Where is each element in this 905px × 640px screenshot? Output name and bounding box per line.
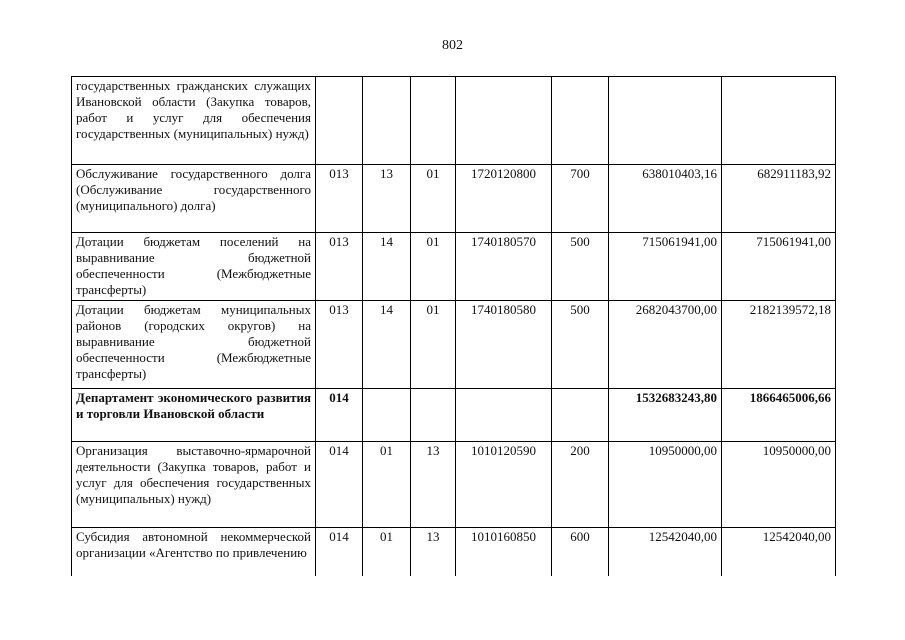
subsection-code-cell [411,442,456,528]
ministry-code-cell-text: 014 [329,390,349,405]
amount-year2-cell [722,528,836,576]
section-code-cell-text: 13 [380,166,393,181]
subsection-code-cell-text: 13 [426,529,440,544]
table-row [72,442,836,528]
section-code-cell-text: 14 [380,234,393,249]
section-code-cell-text: 14 [380,302,393,317]
ministry-code-cell-text: 014 [329,443,349,458]
ministry-code-cell [316,528,363,576]
section-code-cell [363,233,411,301]
expense-type-cell-text: 500 [570,234,590,249]
amount-year2-cell [722,233,836,301]
subsection-code-cell [411,77,456,165]
amount-year2-cell [722,442,836,528]
ministry-code-cell [316,389,363,442]
section-code-cell [363,165,411,233]
amount-year1-cell [609,389,722,442]
amount-year1-cell-text: 638010403,16 [642,166,717,181]
page-number: 802 [442,38,463,53]
subsection-code-cell [411,301,456,389]
subsection-code-cell [411,528,456,576]
expense-type-cell-text: 200 [570,443,590,458]
subsection-code-cell [411,389,456,442]
amount-year2-cell-text: 715061941,00 [756,234,831,249]
amount-year1-cell-text: 10950000,00 [648,443,717,458]
expense-type-cell [552,233,609,301]
section-code-cell [363,77,411,165]
description-cell-text: государственных гражданских служащих Ивановской области (Закупка товаров, работ и услуг для обеспечения государственных (муниципальных) нужд) [76,78,311,141]
amount-year2-cell [722,389,836,442]
ministry-code-cell-text: 013 [329,234,349,249]
description-cell-text: Субсидия автономной некоммерческой организации «Агентство по привлечению [76,529,311,560]
expense-type-cell [552,389,609,442]
description-cell [72,233,316,301]
table-row [72,528,836,576]
amount-year2-cell [722,301,836,389]
expense-type-cell [552,165,609,233]
description-cell [72,165,316,233]
target-code-cell [456,528,552,576]
target-code-cell [456,77,552,165]
description-cell-text: Департамент экономического развития и торговли Ивановской области [76,390,311,421]
section-code-cell [363,301,411,389]
expense-type-cell [552,442,609,528]
description-cell [72,442,316,528]
target-code-cell [456,301,552,389]
target-code-cell-text: 1010120590 [471,443,536,458]
table-row [72,233,836,301]
description-cell [72,528,316,576]
description-cell [72,301,316,389]
section-code-cell [363,528,411,576]
section-code-cell-text: 01 [380,529,393,544]
section-code-cell-text: 01 [380,443,393,458]
expense-type-cell-text: 500 [570,302,590,317]
expense-type-cell [552,77,609,165]
expense-type-cell [552,528,609,576]
target-code-cell-text: 1010160850 [471,529,536,544]
subsection-code-cell [411,233,456,301]
amount-year1-cell [609,528,722,576]
amount-year1-cell [609,233,722,301]
ministry-code-cell-text: 013 [329,302,349,317]
subsection-code-cell-text: 01 [426,166,440,181]
subsection-code-cell-text: 01 [426,302,440,317]
amount-year1-cell-text: 1532683243,80 [635,390,717,405]
ministry-code-cell [316,442,363,528]
target-code-cell-text: 1740180570 [471,234,536,249]
target-code-cell-text: 1720120800 [471,166,536,181]
ministry-code-cell [316,77,363,165]
amount-year1-cell [609,165,722,233]
amount-year2-cell [722,165,836,233]
table-row [72,389,836,442]
description-cell-text: Дотации бюджетам поселений на выравнивание бюджетной обеспеченности (Межбюджетные трансферты) [76,234,311,297]
subsection-code-cell-text: 13 [426,443,440,458]
target-code-cell-text: 1740180580 [471,302,536,317]
amount-year2-cell-text: 682911183,92 [757,166,831,181]
description-cell [72,389,316,442]
description-cell [72,77,316,165]
expense-type-cell-text: 700 [570,166,590,181]
ministry-code-cell-text: 014 [329,529,349,544]
target-code-cell [456,389,552,442]
amount-year1-cell-text: 715061941,00 [642,234,717,249]
amount-year1-cell-text: 2682043700,00 [635,302,717,317]
amount-year2-cell-text: 12542040,00 [762,529,831,544]
table-row [72,301,836,389]
amount-year2-cell-text: 1866465006,66 [749,390,831,405]
description-cell-text: Организация выставочно-ярмарочной деятельности (Закупка товаров, работ и услуг для обеспечения государственных (муниципальных) нужд) [76,443,311,506]
amount-year1-cell [609,442,722,528]
table-row [72,165,836,233]
target-code-cell [456,233,552,301]
amount-year1-cell [609,77,722,165]
target-code-cell [456,442,552,528]
expense-type-cell [552,301,609,389]
section-code-cell [363,442,411,528]
amount-year2-cell [722,77,836,165]
expense-type-cell-text: 600 [570,529,590,544]
subsection-code-cell-text: 01 [426,234,440,249]
target-code-cell [456,165,552,233]
ministry-code-cell [316,301,363,389]
amount-year2-cell-text: 10950000,00 [762,443,831,458]
amount-year1-cell [609,301,722,389]
subsection-code-cell [411,165,456,233]
budget-table [71,76,836,576]
ministry-code-cell [316,165,363,233]
table-row [72,77,836,165]
amount-year1-cell-text: 12542040,00 [648,529,717,544]
ministry-code-cell-text: 013 [329,166,349,181]
ministry-code-cell [316,233,363,301]
description-cell-text: Обслуживание государственного долга (Обслуживание государственного (муниципального) долга) [76,166,311,213]
description-cell-text: Дотации бюджетам муниципальных районов (городских округов) на выравнивание бюджетной обеспеченности (Межбюджетные трансферты) [76,302,311,381]
section-code-cell [363,389,411,442]
amount-year2-cell-text: 2182139572,18 [749,302,831,317]
